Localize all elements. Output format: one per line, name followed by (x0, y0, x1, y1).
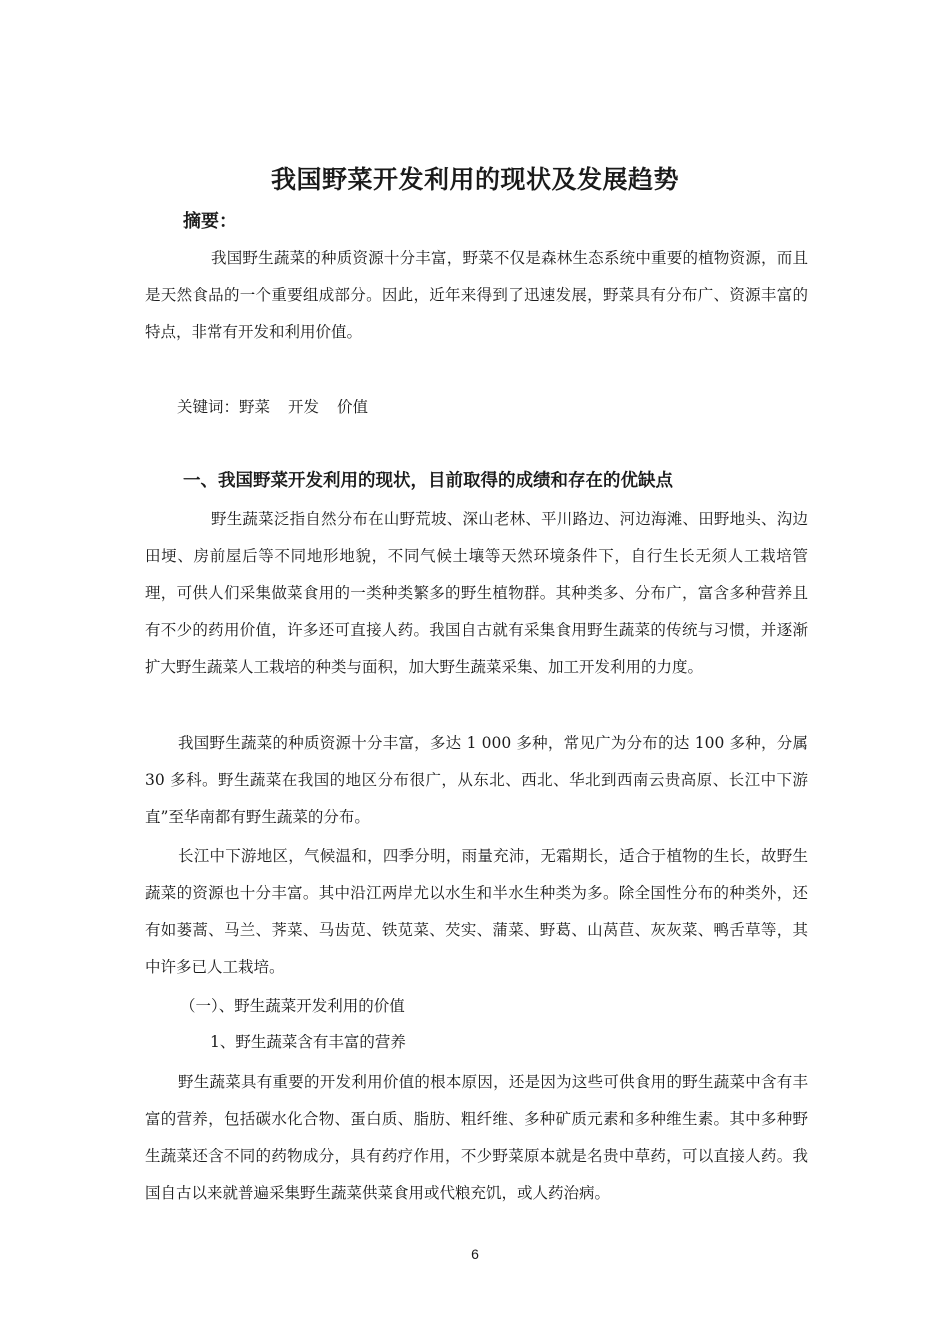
body-paragraph: 长江中下游地区，气候温和，四季分明，雨量充沛，无霜期长，适合于植物的生长，故野生蔬菜的资源也十分丰富。其中沿江两岸尤以水生和半水生种类为多。除全国性分布的种类外，还有如蒌蒿、马兰、荠菜、马齿苋、铁苋菜、芡实、蒲菜、野葛、山莴苣、灰灰菜、鸭舌草等，其中许多已人工栽培。 (145, 847, 808, 976)
body-paragraph: 野生蔬菜具有重要的开发利用价值的根本原因，还是因为这些可供食用的野生蔬菜中含有丰富的营养，包括碳水化合物、蛋白质、脂肪、粗纤维、多种矿质元素和多种维生素。其中多种野生蔬菜还含不同的药物成分，具有药疗作用，不少野菜原本就是名贵中草药，可以直接人药。我国自古以来就普遍采集野生蔬菜供菜食用或代粮充饥，或人药治病。 (145, 1073, 808, 1202)
keyword: 野菜 (239, 398, 271, 416)
keywords-label: 关键词： (177, 398, 240, 416)
keywords-line (177, 392, 368, 422)
body-paragraph: 我国野生蔬菜的种质资源十分丰富，多达 1 000 多种，常见广为分布的达 100 多种，分属 30 多科。野生蔬菜在我国的地区分布很广，从东北、西北、华北到西南云贵高原、长江中下游直”至华南都有野生蔬菜的分布。 (145, 734, 808, 826)
abstract-label: 摘要： (183, 211, 237, 232)
abstract-paragraph: 我国野生蔬菜的种质资源十分丰富，野菜不仅是森林生态系统中重要的植物资源，而且是天然食品的一个重要组成部分。因此，近年来得到了迅速发展，野菜具有分布广、资源丰富的特点，非常有开发和利用价值。 (145, 249, 808, 341)
keyword: 价值 (337, 398, 369, 416)
section-heading: 一、我国野菜开发利用的现状，目前取得的成绩和存在的优缺点 (183, 471, 673, 491)
subsection-heading: （一）、野生蔬菜开发利用的价值 (180, 997, 405, 1015)
document-title: 我国野菜开发利用的现状及发展趋势 (270, 165, 679, 194)
page-number: 6 (471, 1246, 479, 1262)
body-paragraph: 野生蔬菜泛指自然分布在山野荒坡、深山老林、平川路边、河边海滩、田野地头、沟边田埂、房前屋后等不同地形地貌，不同气候土壤等天然环境条件下，自行生长无须人工栽培管理，可供人们采集做菜食用的一类种类繁多的野生植物群。其种类多、分布广，富含多种营养且有不少的药用价值，许多还可直接人药。我国自古就有采集食用野生蔬菜的传统与习惯，并逐渐扩大野生蔬菜人工栽培的种类与面积，加大野生蔬菜采集、加工开发利用的力度。 (145, 510, 808, 676)
keyword: 开发 (288, 398, 320, 416)
item-heading: 1、野生蔬菜含有丰富的营养 (210, 1033, 406, 1051)
